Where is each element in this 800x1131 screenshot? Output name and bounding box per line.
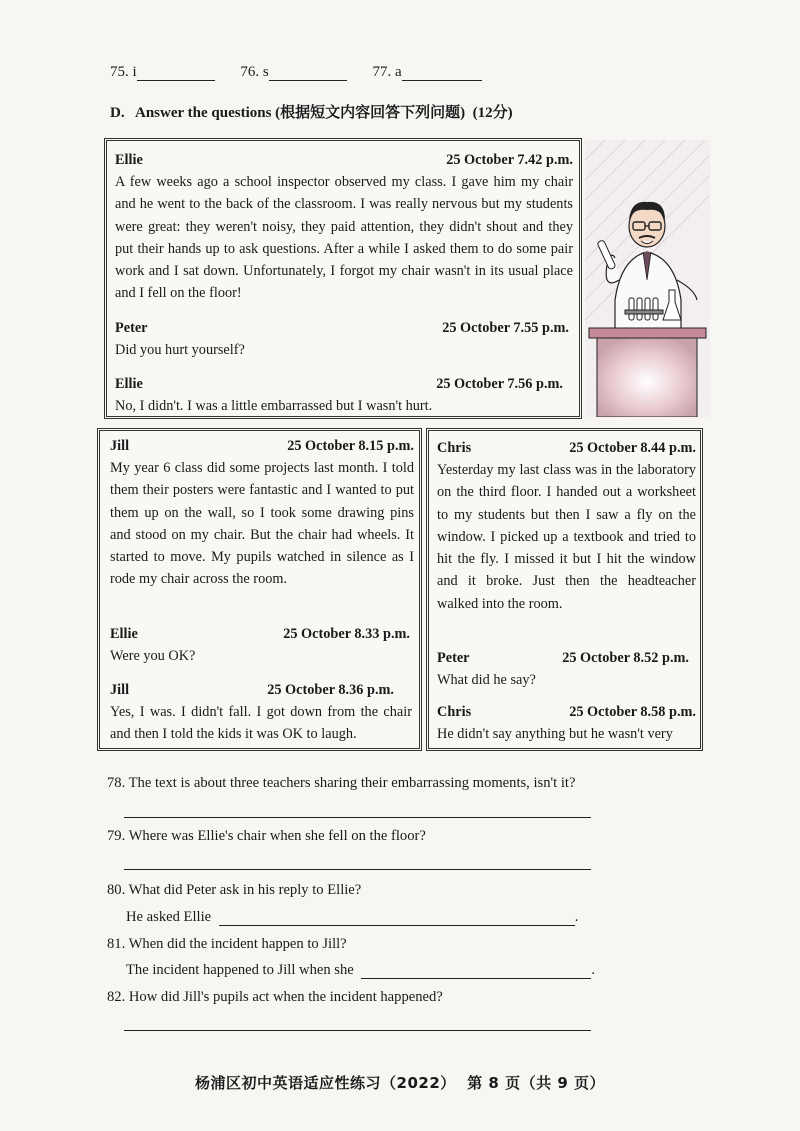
post-text: Yes, I was. I didn't fall. I got down from the chair and then I told the kids it was OK to laugh. (110, 704, 412, 743)
ellie-thread-box (104, 138, 582, 419)
post-time: 25 October 8.52 p.m. (562, 650, 689, 666)
teacher-illustration (585, 140, 710, 417)
answer-prompt-80: He asked Ellie . (126, 909, 579, 925)
answer-blank-81[interactable] (361, 978, 591, 979)
post-author: Ellie (110, 626, 138, 642)
post-author: Peter (437, 650, 470, 666)
jill-thread-box (97, 428, 422, 751)
post-author: Ellie (115, 152, 143, 168)
post-author: Jill (110, 682, 130, 698)
peter-reply-1 (115, 317, 569, 361)
post-time: 25 October 7.42 p.m. (446, 152, 573, 168)
post-text: What did he say? (437, 672, 536, 688)
post-text: No, I didn't. I was a little embarrassed but I wasn't hurt. (115, 398, 433, 414)
post-time: 25 October 8.15 p.m. (287, 438, 414, 454)
fill-in-blank[interactable] (269, 80, 347, 81)
post-text: He didn't say anything but he wasn't very (437, 726, 673, 742)
question-80: 80. What did Peter ask in his reply to Ellie? (107, 882, 362, 898)
chris-reply (437, 701, 696, 745)
question-78: 78. The text is about three teachers sharing their embarrassing moments, isn't it? (107, 775, 576, 791)
post-time: 25 October 7.56 p.m. (436, 376, 563, 392)
post-time: 25 October 8.58 p.m. (569, 704, 696, 720)
ellie-reply-1 (115, 373, 563, 417)
chris-post (437, 437, 696, 615)
jill-reply (110, 679, 412, 746)
fill-in-blank[interactable] (137, 80, 215, 81)
question-79: 79. Where was Ellie's chair when she fell on the floor? (107, 828, 426, 844)
answer-line-79[interactable] (124, 869, 591, 870)
post-text: Were you OK? (110, 648, 196, 664)
post-text: A few weeks ago a school inspector observed my class. I gave him my chair and he went to the back of the classroom. I was really nervous but my students were great: they weren't noisy, they paid attention, they didn't shout and they put their hands up to ask questions. After a while I asked them to do some pair work and I sat down. Unfortunately, I forgot my chair wasn't in its usual place and I fell on the floor! (115, 174, 573, 302)
post-author: Ellie (115, 376, 143, 392)
answer-line-82[interactable] (124, 1030, 591, 1031)
post-time: 25 October 8.33 p.m. (283, 626, 410, 642)
post-text: Did you hurt yourself? (115, 342, 245, 358)
question-81: 81. When did the incident happen to Jill? (107, 936, 347, 952)
fill-in-77: 77. a (373, 64, 482, 80)
jill-post (110, 435, 414, 591)
post-time: 25 October 8.36 p.m. (267, 682, 394, 698)
post-text: My year 6 class did some projects last month. I told them their posters were fantastic and I wanted to put them up on the wall, so I took some drawing pins and stood on my chair. But the chair had wheels. It started to move. My pupils watched in silence as I rode my chair across the room. (110, 460, 414, 588)
post-time: 25 October 8.44 p.m. (569, 440, 696, 456)
peter-reply-2 (437, 647, 689, 691)
question-82: 82. How did Jill's pupils act when the incident happened? (107, 989, 443, 1005)
fill-in-row (110, 64, 494, 81)
ellie-reply-2 (110, 623, 410, 667)
post-author: Chris (437, 704, 472, 720)
fill-in-75: 75. i (110, 64, 218, 80)
post-text: Yesterday my last class was in the laboratory on the third floor. I handed out a worksheet to my students but then I saw a fly on the window. I picked up a textbook and tried to hit the fly. I missed it but I hit the window and it broke. Just then the headteacher walked into the room. (437, 462, 696, 612)
section-title: D. Answer the questions (根据短文内容回答下列问题) (12分) (110, 105, 513, 121)
answer-line-78[interactable] (124, 817, 591, 818)
answer-prompt-81: The incident happened to Jill when she . (126, 962, 596, 978)
post-author: Chris (437, 440, 472, 456)
page-footer: 杨浦区初中英语适应性练习（2022） 第 8 页（共 9 页） (195, 1074, 605, 1092)
post-time: 25 October 7.55 p.m. (442, 320, 569, 336)
fill-in-76: 76. s (240, 64, 350, 80)
chris-thread-box (426, 428, 703, 751)
answer-blank-80[interactable] (219, 925, 575, 926)
scientist-teacher-icon (585, 140, 710, 417)
post-author: Peter (115, 320, 148, 336)
post-author: Jill (110, 438, 130, 454)
ellie-post (115, 149, 573, 305)
fill-in-blank[interactable] (402, 80, 482, 81)
